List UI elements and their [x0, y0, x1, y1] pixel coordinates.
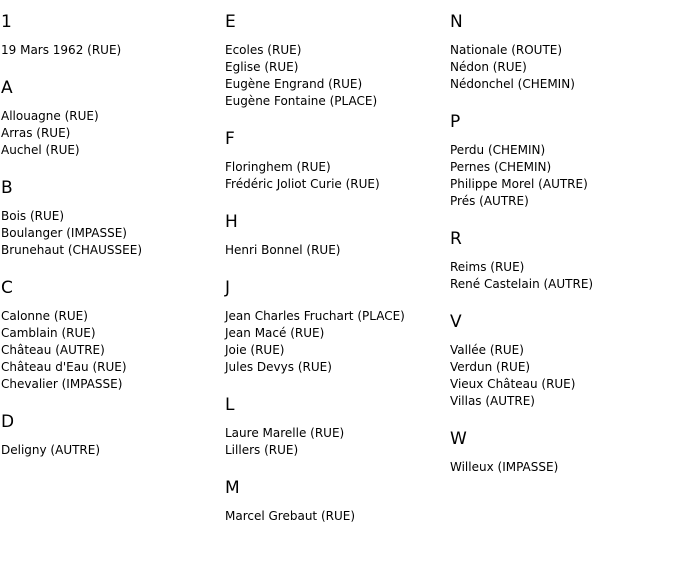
letter-group: [450, 229, 675, 293]
letter-heading: V: [450, 312, 462, 332]
street-list: [1, 42, 226, 59]
street-item: Camblain (RUE): [1, 326, 96, 340]
street-item: Jules Devys (RUE): [225, 360, 332, 374]
letter-heading: A: [1, 78, 13, 98]
street-list: [225, 508, 450, 525]
street-item: Auchel (RUE): [1, 143, 80, 157]
letter-group: [450, 12, 675, 93]
street-list: [225, 42, 450, 110]
street-item: Lillers (RUE): [225, 443, 299, 457]
letter-heading: F: [225, 129, 235, 149]
street-item: Brunehaut (CHAUSSEE): [1, 243, 142, 257]
letter-heading: H: [225, 212, 238, 232]
street-list: [1, 442, 226, 459]
street-item: Bois (RUE): [1, 209, 65, 223]
street-list: [225, 242, 450, 259]
street-item: Laure Marelle (RUE): [225, 426, 345, 440]
letter-heading: P: [450, 112, 461, 132]
street-item: Nationale (ROUTE): [450, 43, 563, 57]
street-item: Arras (RUE): [1, 126, 71, 140]
letter-heading: N: [450, 12, 463, 32]
street-item: Henri Bonnel (RUE): [225, 243, 341, 257]
street-item: Jean Charles Fruchart (PLACE): [225, 309, 405, 323]
street-item: Eugène Engrand (RUE): [225, 77, 363, 91]
street-item: Reims (RUE): [450, 260, 525, 274]
letter-heading: C: [1, 278, 13, 298]
street-item: Philippe Morel (AUTRE): [450, 177, 588, 191]
letter-heading: M: [225, 478, 240, 498]
street-item: Villas (AUTRE): [450, 394, 535, 408]
street-list: [1, 208, 226, 259]
street-item: Château d'Eau (RUE): [1, 360, 127, 374]
letter-group: [1, 412, 226, 459]
street-item: Prés (AUTRE): [450, 194, 529, 208]
street-item: Château (AUTRE): [1, 343, 105, 357]
street-list: [225, 308, 450, 376]
letter-heading: D: [1, 412, 15, 432]
street-item: Vieux Château (RUE): [450, 377, 576, 391]
index-column-1: [1, 12, 226, 478]
street-item: Frédéric Joliot Curie (RUE): [225, 177, 380, 191]
street-item: Chevalier (IMPASSE): [1, 377, 123, 391]
index-column-3: [450, 12, 675, 495]
letter-heading: B: [1, 178, 13, 198]
street-item: Ecoles (RUE): [225, 43, 302, 57]
letter-heading: 1: [1, 12, 12, 32]
street-list: [225, 159, 450, 193]
street-item: Eglise (RUE): [225, 60, 299, 74]
street-item: Pernes (CHEMIN): [450, 160, 552, 174]
letter-group: [1, 278, 226, 393]
letter-group: [450, 312, 675, 410]
street-item: Nédonchel (CHEMIN): [450, 77, 575, 91]
street-item: Marcel Grebaut (RUE): [225, 509, 356, 523]
street-item: Nédon (RUE): [450, 60, 527, 74]
street-item: Verdun (RUE): [450, 360, 531, 374]
letter-heading: R: [450, 229, 462, 249]
street-item: 19 Mars 1962 (RUE): [1, 43, 122, 57]
street-item: Calonne (RUE): [1, 309, 88, 323]
letter-group: [225, 129, 450, 193]
street-item: Joie (RUE): [225, 343, 285, 357]
street-item: Willeux (IMPASSE): [450, 460, 559, 474]
letter-group: [450, 112, 675, 210]
letter-heading: E: [225, 12, 236, 32]
letter-group: [450, 429, 675, 476]
index-column-2: [225, 12, 450, 544]
letter-group: [1, 78, 226, 159]
street-item: Allouagne (RUE): [1, 109, 99, 123]
street-list: [450, 459, 675, 476]
street-item: Deligny (AUTRE): [1, 443, 101, 457]
street-list: [225, 425, 450, 459]
letter-group: [225, 212, 450, 259]
letter-group: [225, 12, 450, 110]
street-list: [1, 108, 226, 159]
street-list: [450, 142, 675, 210]
letter-heading: W: [450, 429, 467, 449]
street-item: Floringhem (RUE): [225, 160, 331, 174]
street-item: Jean Macé (RUE): [225, 326, 325, 340]
street-list: [1, 308, 226, 393]
street-item: Vallée (RUE): [450, 343, 524, 357]
letter-heading: L: [225, 395, 235, 415]
letter-group: [1, 12, 226, 59]
letter-group: [225, 395, 450, 459]
street-item: Eugène Fontaine (PLACE): [225, 94, 378, 108]
street-list: [450, 42, 675, 93]
letter-group: [1, 178, 226, 259]
street-list: [450, 342, 675, 410]
letter-group: [225, 278, 450, 376]
letter-group: [225, 478, 450, 525]
street-item: René Castelain (AUTRE): [450, 277, 594, 291]
street-item: Perdu (CHEMIN): [450, 143, 546, 157]
letter-heading: J: [225, 278, 231, 298]
street-item: Boulanger (IMPASSE): [1, 226, 127, 240]
street-list: [450, 259, 675, 293]
